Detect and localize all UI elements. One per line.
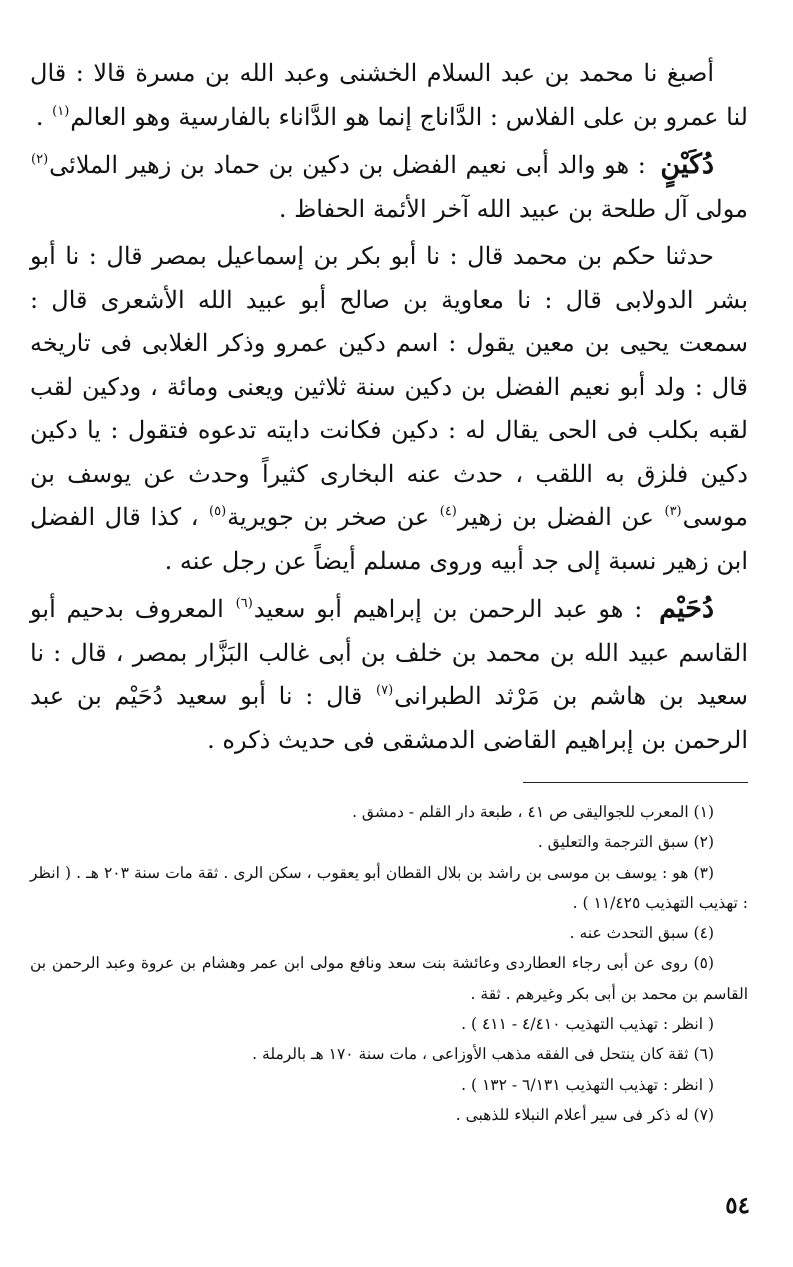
footnote-ref: (١) — [52, 103, 70, 119]
footnote-separator — [523, 782, 748, 783]
main-text — [30, 52, 748, 762]
text-run: : هو عبد الرحمن بن إبراهيم أبو سعيد — [253, 595, 654, 623]
paragraph-p1 — [30, 52, 748, 139]
text-run: حدثنا حكم بن محمد قال : نا أبو بكر بن إسماعيل بمصر قال : نا أبو بشر الدولابى قال : نا معاوية بن صالح أبو عبيد الله الأشعرى قال : سمعت يحيى بن معين يقول : اسم دكين عمرو وذكر الغلابى فى تاريخه قال : ولد أبو نعيم الفضل بن دكين سنة ثلاثين ويعنى ومائة ، ودكين لقب لقبه بكلب فى الحى يقال له : دكين فكانت دايته تدعوه فتقول : يا دكين دكين فلزق به اللقب ، حدث عنه البخارى كثيراً وحدث عن يوسف بن موسى — [30, 242, 748, 531]
footnote-f5b: ( انظر : تهذيب التهذيب ٤/٤١٠ - ٤١١ ) . — [461, 1015, 714, 1034]
footnote-f6b: ( انظر : تهذيب التهذيب ٦/١٣١ - ١٣٢ ) . — [461, 1075, 714, 1094]
footnote-f7: (٧) له ذكر فى سير أعلام النبلاء للذهبى . — [455, 1105, 714, 1124]
footnote-f4: (٤) سبق التحدث عنه . — [569, 924, 714, 943]
entry-heading: دُحَيْم — [659, 593, 714, 624]
footnote-ref: (٣) — [664, 504, 682, 519]
paragraph-p2 — [30, 143, 748, 231]
footnote-ref: (٤) — [439, 504, 457, 519]
footnote-ref: (٦) — [235, 596, 253, 611]
footnote-f6: (٦) ثقة كان ينتحل فى الفقه مذهب الأوزاعى ، مات سنة ١٧٠ هـ بالرملة . — [252, 1045, 714, 1064]
text-run: : هو والد أبى نعيم الفضل بن دكين بن حماد بن زهير الملائى — [49, 151, 655, 179]
footnote-f2: (٢) سبق الترجمة والتعليق . — [537, 833, 714, 852]
text-run: عن صخر بن جويرية — [227, 503, 439, 531]
text-run: قال : نا أبو سعيد دُحَيْم بن عبد الرحمن بن إبراهيم القاضى الدمشقى فى حديث ذكره . — [30, 682, 748, 754]
footnote-f5: (٥) روى عن أبى رجاء العطاردى وعائشة بنت سعد ونافع مولى ابن عمر وهشام بن عروة وعبد الرحمن بن القاسم بن محمد بن أبى بكر وغيرهم . ثقة . — [30, 954, 748, 1003]
entry-heading: دُكَيْنٍ — [660, 149, 714, 180]
footnote-ref: (٧) — [376, 683, 394, 698]
paragraph-p3 — [30, 235, 748, 583]
text-run: مولى آل طلحة بن عبيد الله آخر الأئمة الحفاظ . — [278, 194, 748, 223]
footnote-f1: (١) المعرب للجواليقى ص ٤١ ، طبعة دار القلم - دمشق . — [352, 803, 714, 821]
text-run: المعروف بدحيم أبو القاسم عبيد الله بن محمد بن خلف بن أبى غالب البَزَّار بمصر ، قال : نا سعيد بن هاشم بن مَرْثد الطبرانى — [30, 595, 749, 710]
text-run: ، كذا قال الفضل ابن زهير نسبة إلى جد أبيه وروى مسلم أيضاً عن رجل عنه . — [30, 503, 748, 575]
page-number: ٥٤ — [725, 1192, 750, 1219]
footnote-f3: (٣) هو : يوسف بن موسى بن راشد بن بلال القطان أبو يعقوب ، سكن الرى . ثقة مات سنة ٢٠٣ هـ . ( انظر : تهذيب التهذيب ١١/٤٢٥ ) . — [30, 863, 748, 912]
text-run: . — [35, 102, 52, 131]
document-page — [30, 52, 748, 1130]
footnote-ref: (٢) — [31, 152, 49, 167]
text-run: عن الفضل بن زهير — [457, 503, 664, 531]
footnote-ref: (٥) — [209, 504, 227, 519]
footnotes — [30, 797, 748, 1130]
text-run: أصبغ نا محمد بن عبد السلام الخشنى وعبد الله بن مسرة قالا : قال لنا عمرو بن على الفلاس : الدَّاناج إنما هو الدَّاناء بالفارسية وهو العالم — [30, 59, 748, 131]
paragraph-p4 — [30, 587, 748, 762]
